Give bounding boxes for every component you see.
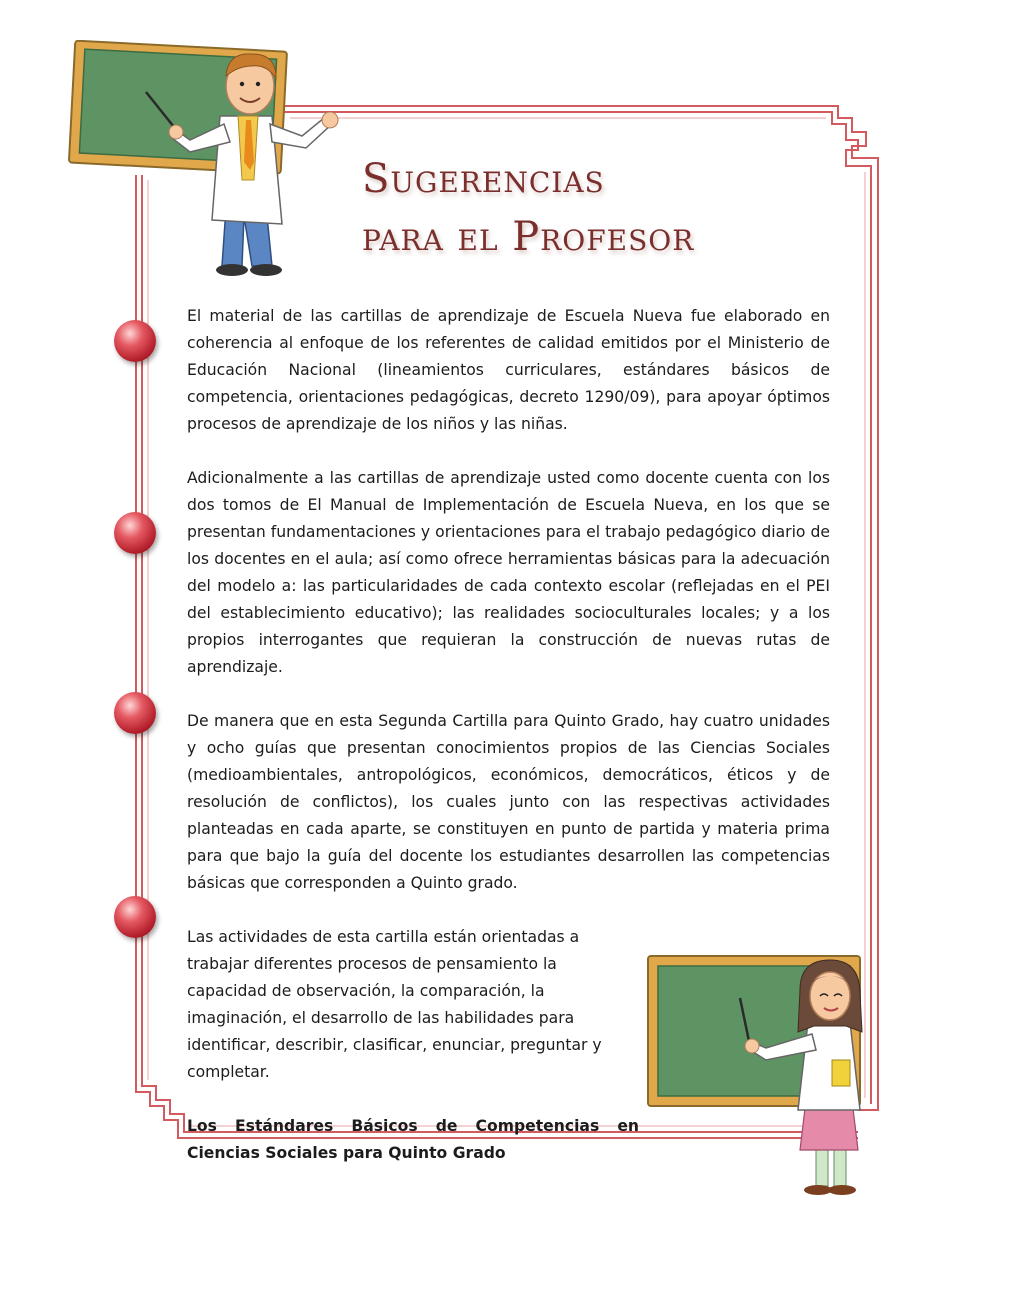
teacher-woman-illustration <box>646 950 882 1200</box>
paragraph-4: Las actividades de esta cartilla están orientadas a trabajar diferentes procesos de pensamiento la capacidad de observación, la comparación, la imaginación, el desarrollo de las habilidades para identificar, describir, clasificar, enunciar, preguntar y completar. <box>187 928 602 1081</box>
page-title <box>362 150 782 266</box>
teacher-man-illustration <box>66 40 356 280</box>
title-line-2: para el Profesor <box>362 214 695 260</box>
bullet-ball-icon <box>114 320 156 362</box>
paragraph-2: Adicionalmente a las cartillas de aprendizaje usted como docente cuenta con los dos tomos de El Manual de Implementación de Escuela Nueva, en los que se presentan fundamentaciones y orientaciones para el trabajo pedagógico diario de los docentes en el aula; así como ofrece herramientas básicas para la adecuación del modelo a: las particularidades de cada contexto escolar (reflejadas en el PEI del establecimiento educativo); las realidades socioculturales locales; y a los propios interrogantes que requieran la construcción de nuevas rutas de aprendizaje. <box>187 469 830 676</box>
bullet-ball-icon <box>114 512 156 554</box>
bullet-ball-icon <box>114 692 156 734</box>
paragraph-3: De manera que en esta Segunda Cartilla para Quinto Grado, hay cuatro unidades y ocho guías que presentan conocimientos propios de las Ciencias Sociales (medioambientales, antropológicos, económicos, democráticos, éticos y de resolución de conflictos), los cuales junto con las respectivas actividades planteadas en cada aparte, se constituyen en punto de partida y materia prima para que bajo la guía del docente los estudiantes desarrollen las competencias básicas que corresponden a Quinto grado. <box>187 712 830 892</box>
bold-note: Los Estándares Básicos de Competencias en Ciencias Sociales para Quinto Grado <box>187 1117 639 1162</box>
paragraph-1: El material de las cartillas de aprendizaje de Escuela Nueva fue elaborado en coherencia al enfoque de los referentes de calidad emitidos por el Ministerio de Educación Nacional (lineamientos curriculares, estándares básicos de competencia, orientaciones pedagógicas, decreto 1290/09), para apoyar óptimos procesos de aprendizaje de los niños y las niñas. <box>187 307 830 433</box>
bullet-ball-icon <box>114 896 156 938</box>
title-line-1: Sugerencias <box>362 156 605 202</box>
